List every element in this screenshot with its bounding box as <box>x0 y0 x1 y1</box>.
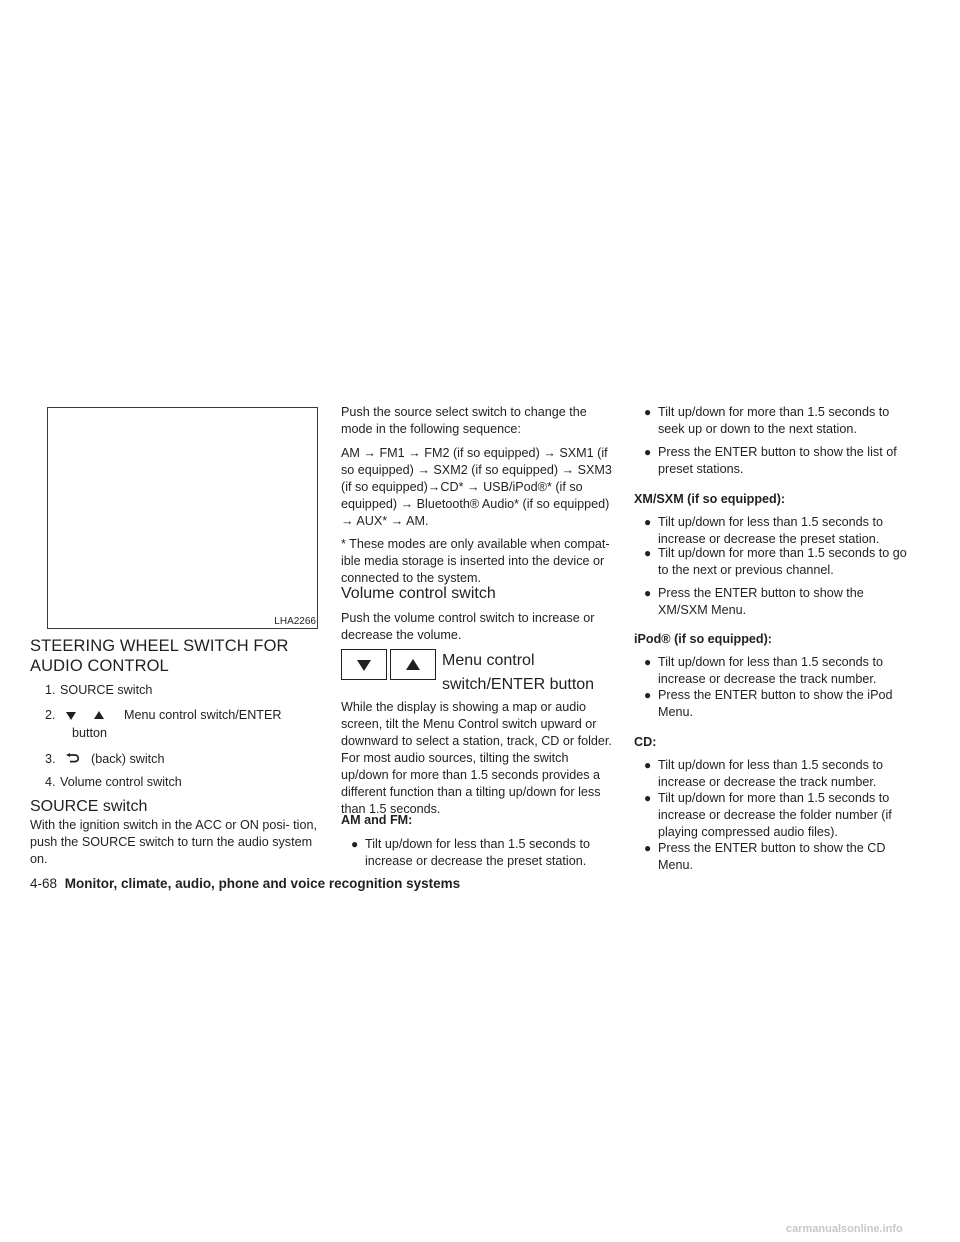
paragraph-modes-note: * These modes are only available when compat- ible media storage is inserted into the device or connected to the system. <box>341 537 610 585</box>
list-item <box>30 774 352 791</box>
section-heading-line-2: AUDIO CONTROL <box>30 657 169 675</box>
page-number: 4-68 <box>30 876 58 891</box>
section-heading-line-1: STEERING WHEEL SWITCH FOR <box>30 637 289 655</box>
bullet-dot: ● <box>644 688 652 702</box>
list-text: SOURCE switch <box>60 683 153 697</box>
bullet-item <box>634 545 907 579</box>
menu-control-heading-line-2: switch/ENTER button <box>442 676 595 693</box>
volume-heading: Volume control switch <box>341 585 496 602</box>
am-fm-label: AM and FM: <box>341 813 413 827</box>
list-text: Volume control switch <box>60 775 182 789</box>
list-item <box>30 707 322 742</box>
bullet-item <box>634 840 907 874</box>
bullet-dot: ● <box>644 655 652 669</box>
bullet-item <box>634 790 907 841</box>
bullet-item <box>634 514 907 548</box>
bullet-item <box>634 585 907 619</box>
menu-control-heading-line-1: Menu control <box>442 652 535 669</box>
bullet-dot: ● <box>644 515 652 529</box>
list-item <box>30 751 322 769</box>
bullet-item <box>634 654 907 688</box>
bullet-item <box>634 444 907 478</box>
list-text: Menu control switch/ENTER <box>124 708 282 722</box>
bullet-text: Tilt up/down for less than 1.5 seconds to increase or decrease the preset station. <box>365 837 590 868</box>
bullet-dot: ● <box>644 405 652 419</box>
bullet-dot: ● <box>644 586 652 600</box>
list-number: 3. <box>45 752 56 766</box>
menu-control-body: While the display is showing a map or audio screen, tilt the Menu Control switch upward or downward to select a station, track, CD or folder. For most audio sources, tilting the switch up/down for more than 1.5 seconds provides a different function than a tilting up/down for less than 1.5 seconds. <box>341 700 612 816</box>
xm-sxm-label: XM/SXM (if so equipped): <box>634 492 786 506</box>
source-switch-body: With the ignition switch in the ACC or ON posi- tion, push the SOURCE switch to turn the audio system on. <box>30 818 317 866</box>
menu-down-icon <box>66 708 76 725</box>
chapter-title: Monitor, climate, audio, phone and voice recognition systems <box>64 876 461 891</box>
bullet-dot: ● <box>644 758 652 772</box>
ipod-label: iPod® (if so equipped): <box>634 632 773 646</box>
paragraph-mode-sequence: AM → FM1 → FM2 (if so equipped) → SXM1 (if so equipped) → SXM2 (if so equipped) → SXM3 (if so equipped)→CD* → USB/iPod®* (if so equipped) → Bluetooth® Audio* (if so equipped) → AUX* → AM. <box>341 446 612 528</box>
bullet-dot: ● <box>644 841 652 855</box>
cd-label: CD: <box>634 735 657 749</box>
bullet-item <box>634 687 907 721</box>
volume-body: Push the volume control switch to increase or decrease the volume. <box>341 611 595 642</box>
menu-control-heading-row <box>341 649 594 697</box>
page-footer <box>30 875 460 893</box>
list-item <box>30 682 352 699</box>
back-icon <box>66 752 79 769</box>
list-text: (back) switch <box>91 752 165 766</box>
source-switch-heading: SOURCE switch <box>30 798 148 815</box>
bullet-dot: ● <box>644 546 652 560</box>
list-number: 4. <box>45 775 56 789</box>
bullet-dot: ● <box>644 791 652 805</box>
menu-down-button-graphic <box>341 649 387 680</box>
bullet-item <box>634 404 907 438</box>
bullet-dot: ● <box>351 837 359 851</box>
bullet-text: Tilt up/down for more than 1.5 seconds to increase or decrease the folder number (if playing compressed audio files). <box>658 791 892 839</box>
bullet-item <box>341 836 614 870</box>
bullet-text: Press the ENTER button to show the list of preset stations. <box>658 445 897 476</box>
figure-frame <box>47 407 318 629</box>
bullet-text: Tilt up/down for less than 1.5 seconds to increase or decrease the track number. <box>658 758 883 789</box>
bullet-text: Tilt up/down for less than 1.5 seconds to increase or decrease the track number. <box>658 655 883 686</box>
bullet-text: Tilt up/down for more than 1.5 seconds to seek up or down to the next station. <box>658 405 890 436</box>
watermark: carmanualsonline.info <box>786 1223 903 1235</box>
list-number: 1. <box>45 683 56 697</box>
menu-up-icon <box>94 708 104 725</box>
bullet-dot: ● <box>644 445 652 459</box>
bullet-text: Press the ENTER button to show the iPod Menu. <box>658 688 893 719</box>
bullet-item <box>634 757 907 791</box>
menu-up-button-graphic <box>390 649 436 680</box>
list-number: 2. <box>45 708 56 722</box>
bullet-text: Press the ENTER button to show the XM/SXM Menu. <box>658 586 864 617</box>
menu-control-heading <box>442 649 594 697</box>
list-text-continued: button <box>72 726 108 740</box>
bullet-text: Tilt up/down for less than 1.5 seconds to increase or decrease the preset station. <box>658 515 883 546</box>
figure-code: LHA2266 <box>274 616 316 627</box>
paragraph-source-select: Push the source select switch to change the mode in the following sequence: <box>341 405 587 436</box>
bullet-text: Press the ENTER button to show the CD Menu. <box>658 841 886 872</box>
bullet-text: Tilt up/down for more than 1.5 seconds to go to the next or previous channel. <box>658 546 907 577</box>
